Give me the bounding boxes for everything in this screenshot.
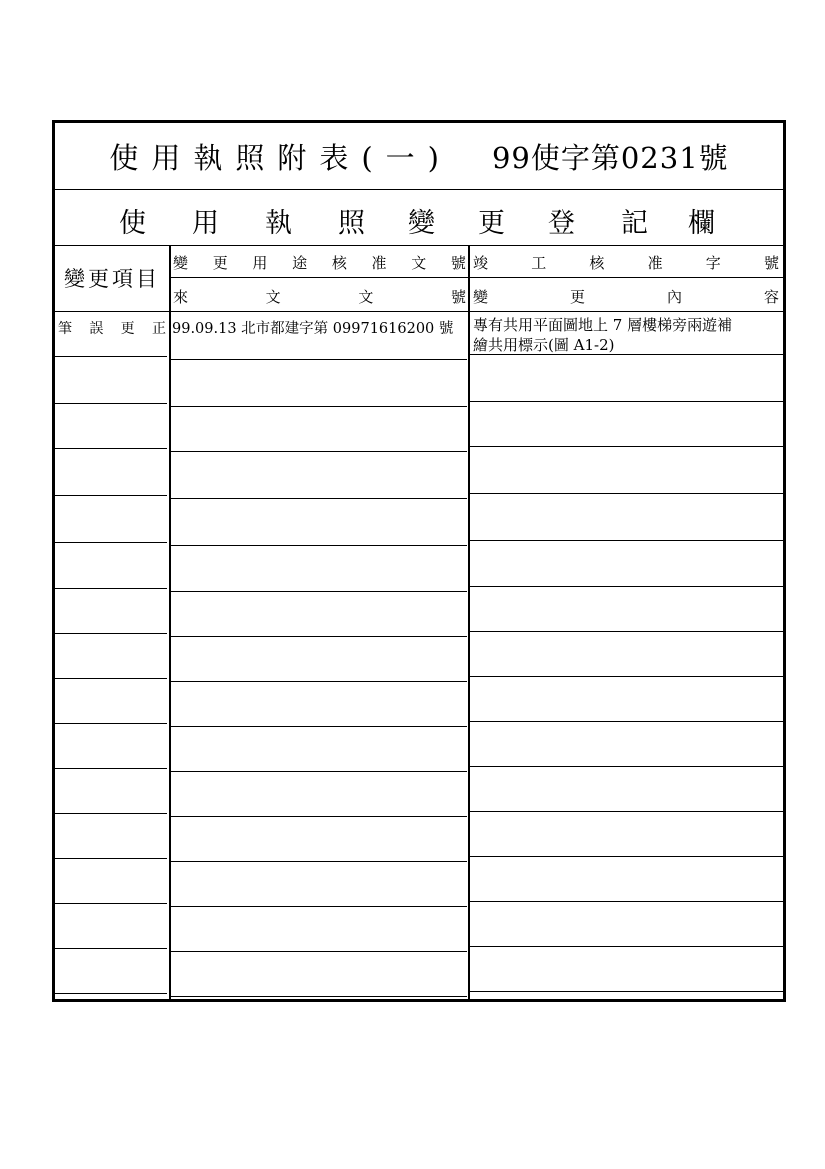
row-separator: [469, 586, 783, 587]
row-approval-document: 99.09.13 北市都建字第 09971616200 號: [172, 321, 454, 337]
header-completion-approval: [473, 252, 779, 273]
row-separator: [171, 816, 467, 817]
row-separator: [55, 403, 167, 404]
header-char: 竣: [473, 254, 489, 272]
row-separator: [55, 495, 167, 496]
row-separator: [469, 991, 783, 992]
row-separator: [55, 858, 167, 859]
header-char: 內: [666, 288, 682, 306]
row-separator: [171, 996, 467, 997]
subtitle-char: 照: [338, 208, 365, 239]
row-separator: [469, 811, 783, 812]
header-char: 號: [450, 288, 466, 306]
subtitle-char: 欄: [688, 208, 715, 239]
row-separator: [55, 768, 167, 769]
header-char: 准: [647, 254, 663, 272]
row-separator: [469, 401, 783, 402]
row-separator: [55, 542, 167, 543]
row-separator: [469, 676, 783, 677]
row-separator: [171, 545, 467, 546]
header-char: 容: [763, 288, 779, 306]
header-char: 號: [763, 254, 779, 272]
subtitle-char: 用: [192, 208, 219, 239]
header-divider: [169, 277, 783, 278]
row-char: 誤: [89, 321, 104, 337]
row-change-item: [58, 318, 166, 338]
row-separator: [171, 906, 467, 907]
usage-license-form: [52, 120, 786, 1002]
header-char: 文: [265, 288, 281, 306]
row-separator: [469, 540, 783, 541]
subtitle-char: 執: [265, 208, 292, 239]
row-separator: [171, 591, 467, 592]
row-separator: [469, 354, 783, 355]
header-char: 文: [411, 254, 427, 272]
row-separator: [55, 993, 167, 994]
form-title: [55, 123, 783, 190]
row-separator: [469, 631, 783, 632]
subtitle-char: 變: [408, 208, 435, 239]
row-separator: [469, 946, 783, 947]
header-char: 核: [589, 254, 605, 272]
row-separator: [469, 856, 783, 857]
change-table: [55, 245, 783, 999]
form-title-main: 使用執照附表(一): [109, 140, 452, 175]
row-separator: [55, 813, 167, 814]
row-separator: [171, 498, 467, 499]
header-source-document: [173, 286, 466, 307]
row-separator: [55, 356, 167, 357]
row-separator: [55, 903, 167, 904]
row-char: 更: [120, 321, 135, 337]
header-char: 文: [358, 288, 374, 306]
row-change-content: [473, 315, 732, 355]
row-content-line: 繪共用標示(圖 A1-2): [473, 336, 615, 354]
row-separator: [171, 451, 467, 452]
row-separator: [469, 721, 783, 722]
header-char: 變: [173, 254, 189, 272]
header-change-item: 變更項目: [64, 267, 160, 291]
row-separator: [171, 681, 467, 682]
row-separator: [55, 948, 167, 949]
row-separator: [55, 723, 167, 724]
row-separator: [171, 406, 467, 407]
header-char: 用: [252, 254, 268, 272]
header-change-content: [473, 286, 779, 307]
header-char: 號: [450, 254, 466, 272]
row-separator: [55, 678, 167, 679]
header-char: 變: [473, 288, 489, 306]
subtitle-char: 登: [548, 208, 575, 239]
header-bottom-line: [55, 311, 783, 312]
row-separator: [55, 448, 167, 449]
row-separator: [469, 766, 783, 767]
header-char: 字: [705, 254, 721, 272]
change-registration-heading: [55, 189, 783, 246]
header-char: 核: [331, 254, 347, 272]
subtitle-char: 使: [119, 208, 146, 239]
row-separator: [469, 493, 783, 494]
row-separator: [171, 359, 467, 360]
header-char: 來: [173, 288, 189, 306]
column-divider: [468, 245, 470, 999]
header-char: 工: [531, 254, 547, 272]
row-separator: [171, 636, 467, 637]
header-char: 更: [569, 288, 585, 306]
row-separator: [171, 861, 467, 862]
row-separator: [55, 633, 167, 634]
license-number: 99使字第0231號: [491, 140, 729, 175]
header-char: 途: [292, 254, 308, 272]
subtitle-char: 更: [478, 208, 505, 239]
header-char: 准: [371, 254, 387, 272]
row-separator: [469, 901, 783, 902]
row-separator: [171, 726, 467, 727]
row-char: 筆: [58, 321, 72, 337]
row-content-line: 專有共用平面圖地上 7 層樓梯旁兩遊補: [473, 316, 733, 334]
header-approval-number: [173, 252, 466, 273]
row-char: 正: [151, 321, 166, 337]
row-separator: [171, 951, 467, 952]
header-char: 更: [212, 254, 228, 272]
row-separator: [171, 771, 467, 772]
subtitle-char: 記: [621, 208, 648, 239]
row-separator: [55, 588, 167, 589]
row-separator: [469, 446, 783, 447]
